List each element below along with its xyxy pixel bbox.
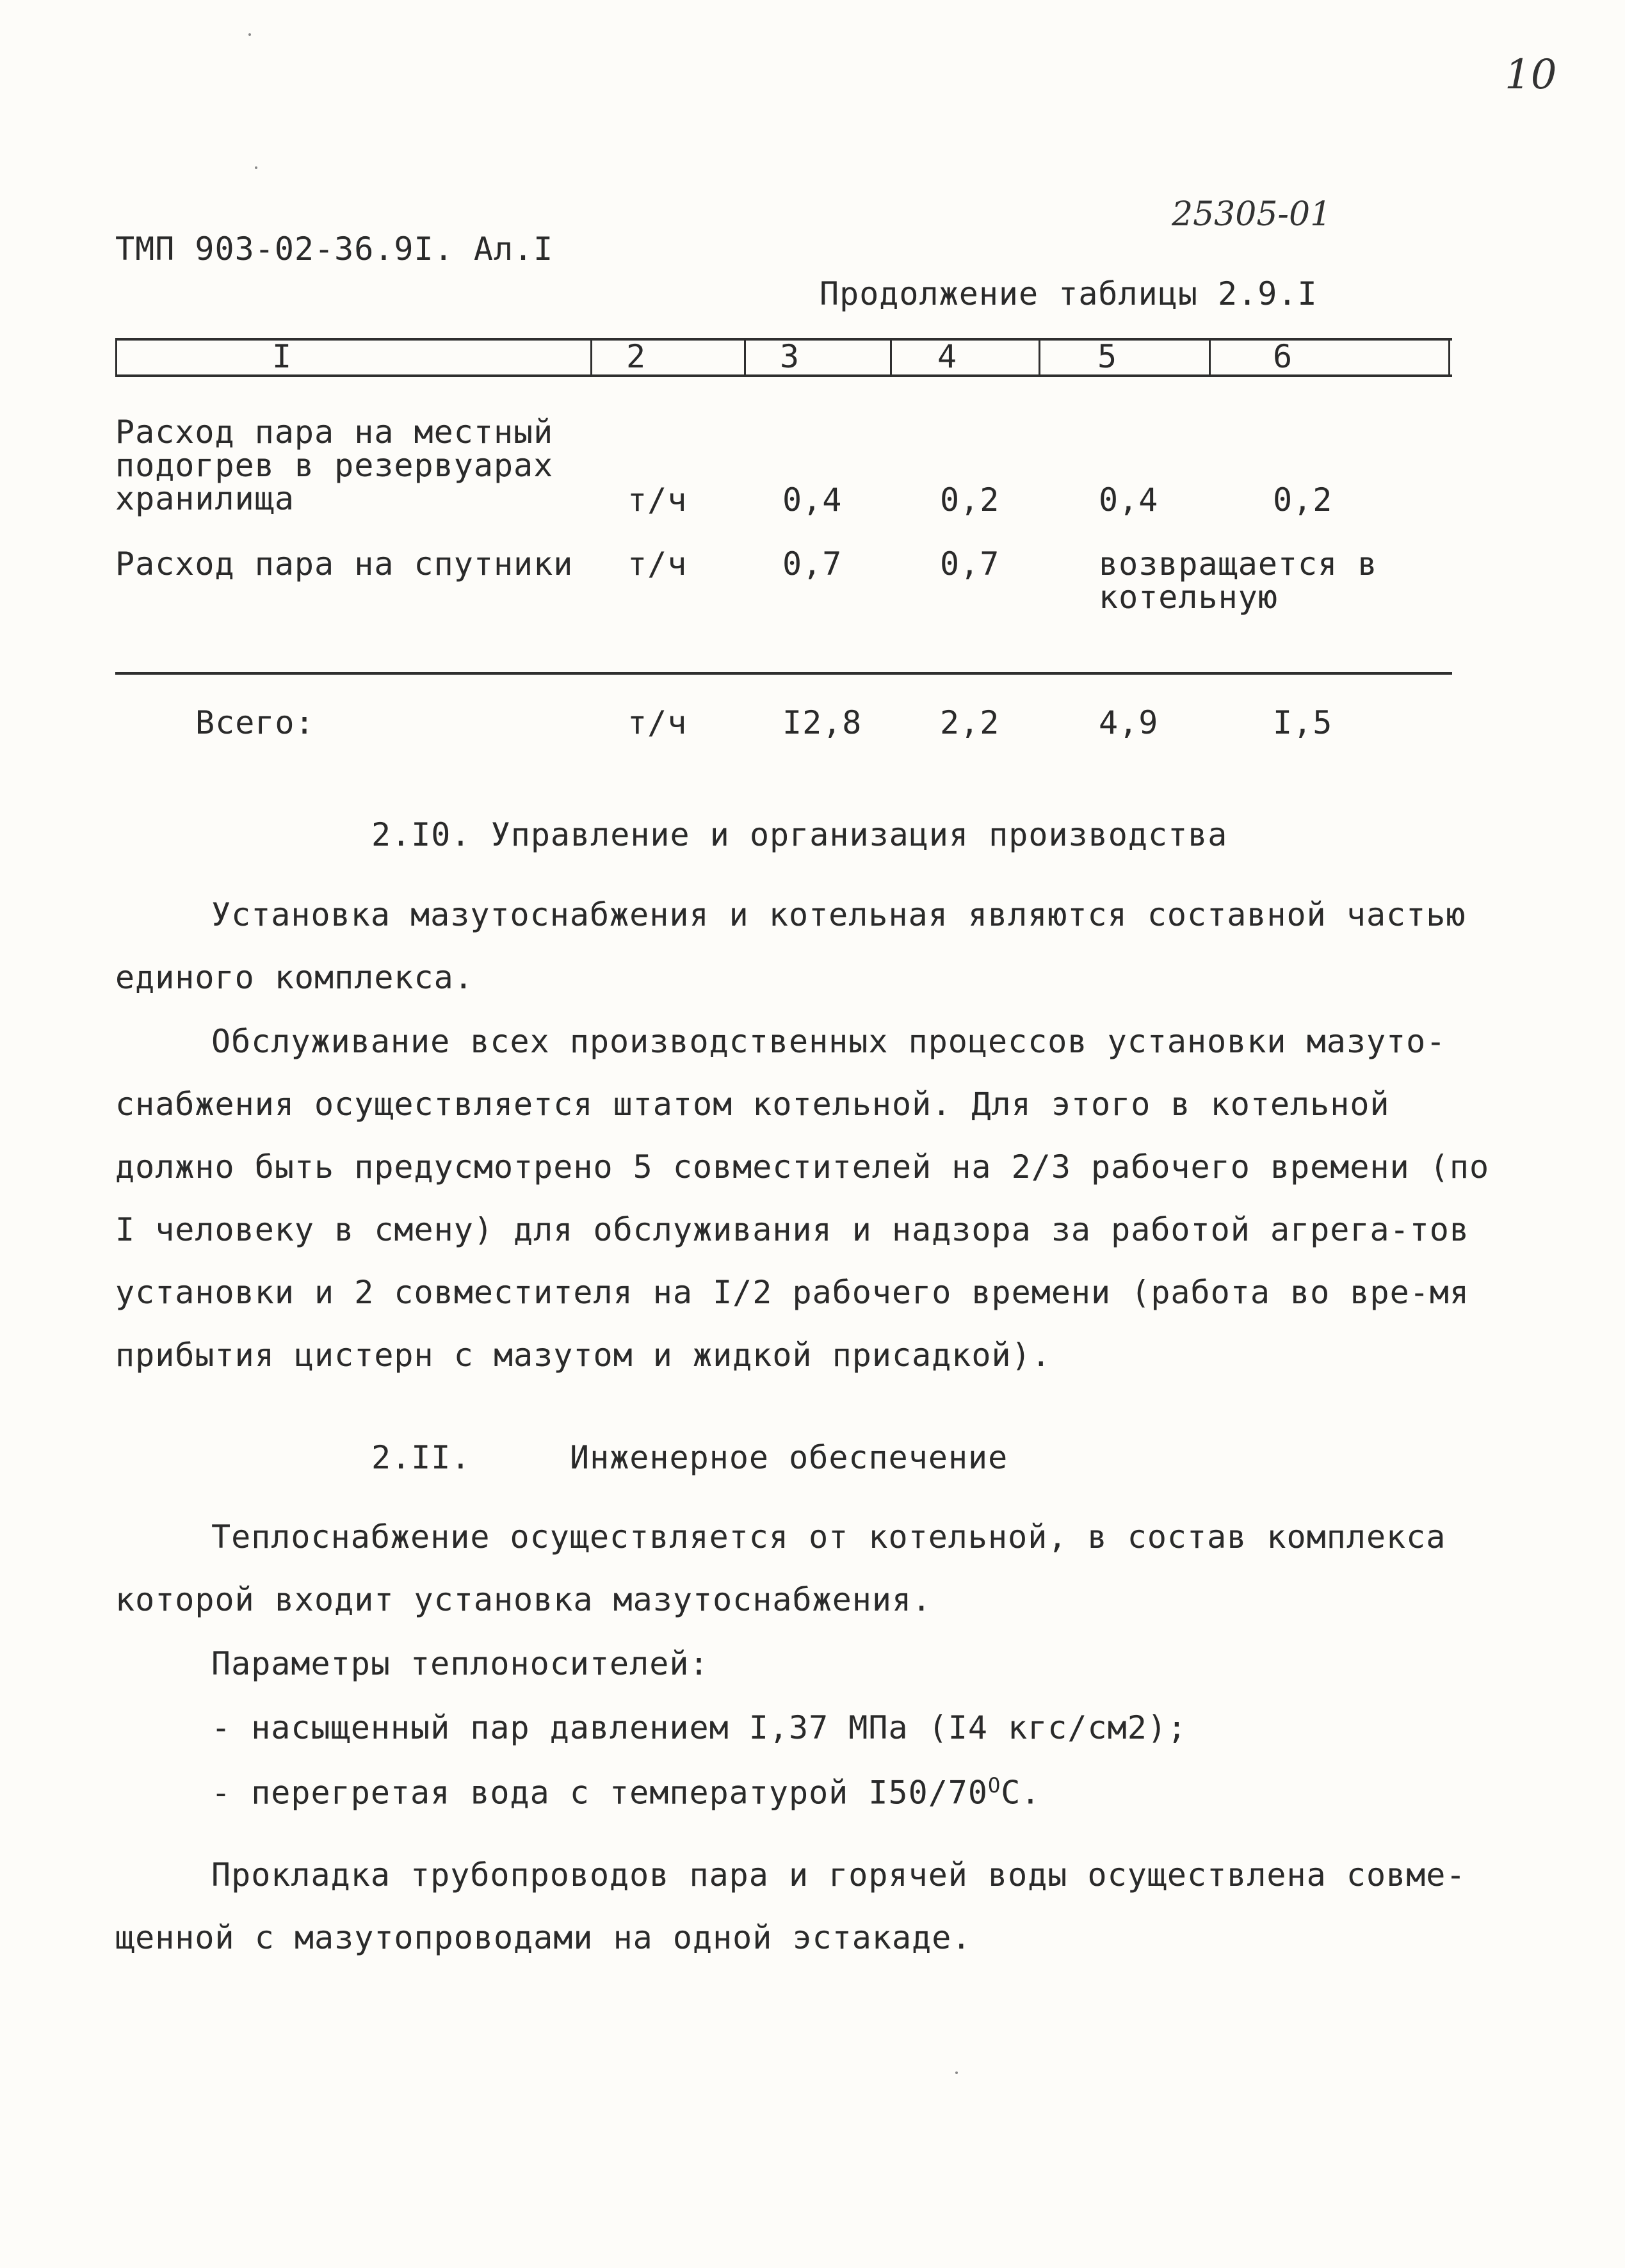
column-header: 6 — [1273, 338, 1293, 375]
speck — [955, 2071, 958, 2074]
parameter-item — [211, 1773, 1040, 1812]
table-cell: I2,8 — [782, 704, 862, 741]
section-title: Инженерное обеспечение — [570, 1439, 1008, 1476]
table-total-label: Всего: — [195, 704, 315, 741]
column-separator — [1039, 341, 1040, 375]
speck — [255, 166, 257, 169]
table-cell: 2,2 — [940, 704, 1000, 741]
document-code: ТМП 903-02-36.9I. Ал.I — [115, 230, 554, 268]
table-cell-merged: возвращается в — [1099, 545, 1378, 583]
paragraph: Установка мазутоснабжения и котельная являются составной частью единого комплекса. — [115, 896, 1466, 996]
table-cell: 0,7 — [940, 545, 1000, 583]
section-number: 2.II. — [371, 1439, 471, 1476]
speck — [248, 33, 251, 36]
table-cell: 0,7 — [782, 545, 843, 583]
column-separator — [115, 341, 117, 375]
column-header: 4 — [937, 338, 958, 375]
table-cell: 0,4 — [782, 481, 843, 519]
table-cell: 0,2 — [940, 481, 1000, 519]
table-row-name: хранилища — [115, 480, 295, 517]
column-separator — [744, 341, 746, 375]
table-cell-unit: т/ч — [627, 545, 688, 583]
page-number: 10 — [1505, 51, 1557, 99]
column-header: 5 — [1097, 338, 1118, 375]
column-separator — [890, 341, 892, 375]
table-caption: Продолжение таблицы 2.9.I — [820, 275, 1318, 312]
parameter-text: - перегретая вода с температурой I50/70 — [211, 1774, 988, 1812]
table-cell: 0,2 — [1273, 481, 1333, 519]
table-cell: 0,4 — [1099, 481, 1159, 519]
table-cell-unit: т/ч — [627, 704, 688, 741]
table-row-name: Расход пара на местный — [115, 414, 554, 451]
document-number: 25305-01 — [1172, 195, 1332, 234]
column-header: I — [272, 338, 293, 375]
degree-mark: О — [988, 1773, 1001, 1798]
table-total-rule — [115, 672, 1452, 675]
table-row-name: подогрев в резервуарах — [115, 447, 554, 484]
table-cell-unit: т/ч — [627, 481, 688, 519]
column-header: 3 — [780, 338, 800, 375]
paragraph: Прокладка трубопроводов пара и горячей воды осуществлена совме-щенной с мазутопроводами на одной эстакаде. — [115, 1856, 1466, 1956]
column-separator — [1448, 341, 1450, 375]
parameters-label: Параметры теплоносителей: — [211, 1645, 709, 1682]
table-cell-merged: котельную — [1099, 579, 1278, 616]
paragraph: Обслуживание всех производственных процессов установки мазуто-снабжения осуществляется штатом котельной. Для этого в котельной должно быть предусмотрено 5 совместителей на 2/3 рабочего времени (по I человеку в смену) для обслуживания и надзора за работой агрега-тов установки и 2 совместителя на I/2 рабочего времени (работа во вре-мя прибытия цистерн с мазутом и жидкой присадкой). — [115, 1023, 1490, 1374]
parameter-unit: С. — [1001, 1774, 1041, 1812]
table-row-name: Расход пара на спутники — [115, 545, 574, 583]
section-heading: 2.I0. Управление и организация производства — [371, 816, 1228, 853]
column-separator — [590, 341, 592, 375]
table-cell: 4,9 — [1099, 704, 1159, 741]
column-separator — [1209, 341, 1211, 375]
column-header: 2 — [626, 338, 647, 375]
paragraph: Теплоснабжение осуществляется от котельной, в состав комплекса которой входит установка мазутоснабжения. — [115, 1518, 1446, 1618]
table-cell: I,5 — [1273, 704, 1333, 741]
parameter-item: - насыщенный пар давлением I,37 МПа (I4 кгс/см2); — [211, 1709, 1188, 1746]
